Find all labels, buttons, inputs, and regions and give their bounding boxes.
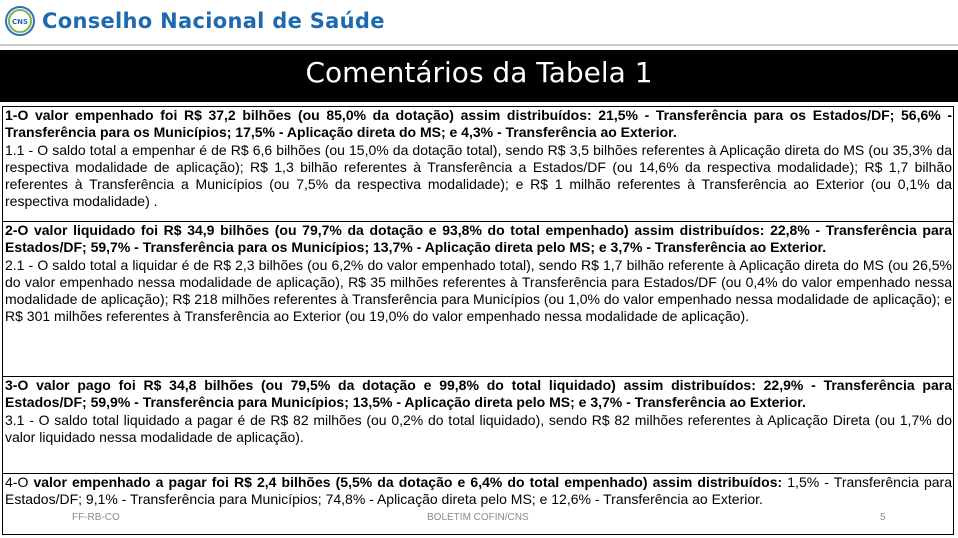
org-name: Conselho Nacional de Saúde — [42, 9, 385, 33]
page-number: 5 — [880, 512, 886, 523]
comment-4-detail: 1,5% - Transferência para Estados/DF; 9,1% - Transferência para Municípios; 74,8% - Aplicação direta pelo MS; e 12,6% - Transferência ao Exterior. — [5, 474, 952, 508]
comment-4-prefix: 4-O — [5, 474, 34, 490]
header-divider — [0, 44, 958, 46]
comment-block-3 — [2, 377, 954, 474]
slide-header — [0, 0, 958, 48]
cns-logo — [5, 6, 35, 36]
comment-3-headline: 3-O valor pago foi R$ 34,8 bilhões (ou 79,5% da dotação e 99,8% do total liquidado) assim distribuídos: 22,9% - Transferência para Estados/DF; 59,9% - Transferência para Municípios; 13,5% - Aplicação direta pelo MS; e 3,7% - Transferência ao Exterior. — [5, 377, 952, 411]
footer-center: BOLETIM COFIN/CNS — [427, 512, 529, 523]
comment-2-headline: 2-O valor liquidado foi R$ 34,9 bilhões (ou 79,7% da dotação e 93,8% do total empenhado) assim distribuídos: 22,8% - Transferência para Estados/DF; 59,7% - Transferência para os Municípios; 13,7% - Aplicação direta pelo MS; e 3,7% - Transferência ao Exterior. — [5, 222, 952, 256]
comments-table — [2, 106, 954, 535]
comment-block-2 — [2, 222, 954, 377]
comment-block-4 — [2, 474, 954, 535]
slide-title: Comentários da Tabela 1 — [305, 56, 653, 89]
footer-left: FF-RB-CO — [72, 512, 120, 523]
comment-4-headline: valor empenhado a pagar foi R$ 2,4 bilhões (5,5% da dotação e 6,4% do total empenhado) assim distribuídos: — [33, 474, 783, 490]
logo-text: CNS — [11, 18, 29, 26]
comment-3-detail: 3.1 - O saldo total liquidado a pagar é de R$ 82 milhões (ou 0,2% do total liquidado), sendo R$ 82 milhões referentes à Aplicação Direta (ou 1,7% do valor liquidado nessa modalidade de aplicação). — [5, 411, 952, 445]
comment-1-headline: 1-O valor empenhado foi R$ 37,2 bilhões (ou 85,0% da dotação) assim distribuídos: 21,5% - Transferência para os Estados/DF; 56,6% - Transferência para os Municípios; 17,5% - Aplicação direta do MS; e 4,3% - Transferência ao Exterior. — [5, 107, 952, 141]
comment-block-1 — [2, 106, 954, 222]
comment-1-detail: 1.1 - O saldo total a empenhar é de R$ 6,6 bilhões (ou 15,0% da dotação total), sendo R$ 3,5 bilhões referentes à Aplicação direta do MS (ou 35,3% da respectiva modalidade de aplicação); R$ 1,3 bilhão referentes à Transferência a Estados/DF (ou 14,6% da respectiva modalidade); R$ 1,7 bilhão referentes à Transferência a Municípios (ou 7,5% da respectiva modalidade); e R$ 1 milhão referentes à Transferência ao Exterior (ou 0,1% da respectiva modalidade) . — [5, 141, 952, 210]
comment-4-text — [5, 474, 952, 509]
comment-2-detail: 2.1 - O saldo total a liquidar é de R$ 2,3 bilhões (ou 6,2% do valor empenhado total), sendo R$ 1,7 bilhão referente à Aplicação direta do MS (ou 26,5% do valor empenhado nessa modalidade de aplicação), R$ 35 milhões referentes à Transferência para Estados/DF (ou 0,4% do valor empenhado nessa modalidade de aplicação); R$ 218 milhões referentes à Transferência para Municípios (ou 1,0% do valor empenhado nessa modalidade de aplicação); e R$ 301 milhões referentes à Transferência ao Exterior (ou 19,0% do valor empenhado nessa modalidade de aplicação). — [5, 256, 952, 325]
